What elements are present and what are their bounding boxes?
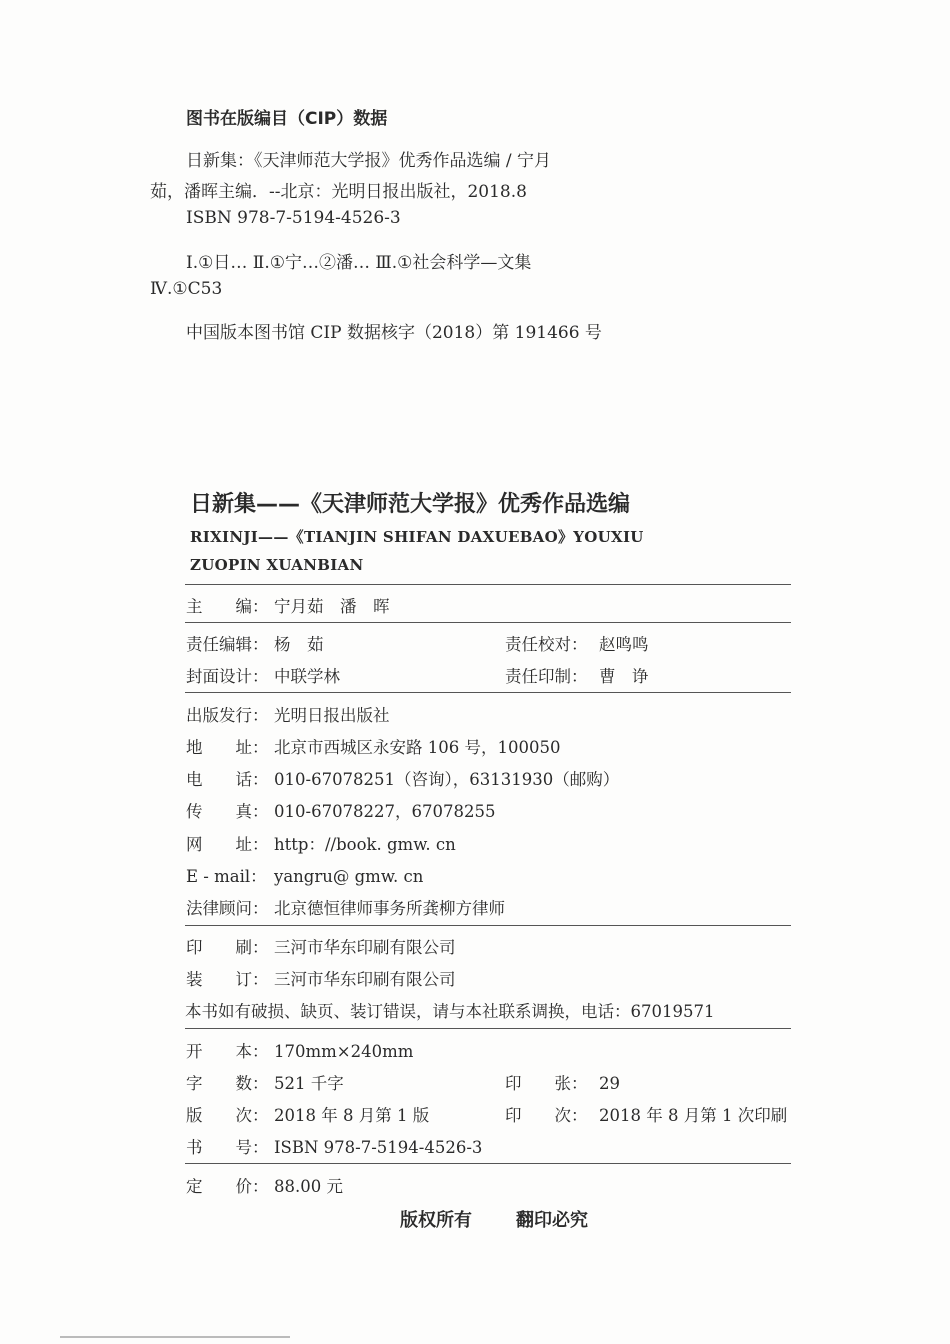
impression-row (505, 1102, 787, 1126)
legal-advisor-value: 北京德恒律师事务所龚柳方律师 (274, 899, 505, 918)
sheets-row (505, 1070, 620, 1094)
divider (185, 1028, 791, 1029)
cip-line-4: Ⅰ.①日… Ⅱ.①宁…②潘… Ⅲ.①社会科学—文集 (186, 253, 532, 273)
printer-row (186, 934, 456, 958)
divider (185, 584, 791, 585)
cip-line-2: 茹，潘晖主编．--北京：光明日报出版社，2018.8 (150, 182, 527, 202)
book-title-zh: 日新集——《天津师范大学报》优秀作品选编 (190, 492, 631, 517)
fax-label: 传 真： (186, 802, 269, 821)
publisher-label: 出版发行： (186, 706, 269, 725)
cip-line-3: ISBN 978-7-5194-4526-3 (186, 208, 401, 228)
print-manager-row (505, 663, 649, 687)
cip-line-1: 日新集：《天津师范大学报》优秀作品选编 / 宁月 (186, 151, 552, 171)
scan-edge (60, 1336, 290, 1338)
words-row (186, 1070, 344, 1094)
website-value: http：//book. gmw. cn (274, 835, 456, 854)
binder-label: 装 订： (186, 970, 269, 989)
sheets-label: 印 张： (505, 1074, 588, 1093)
proofreader-row (505, 631, 649, 655)
editor-value: 宁月茹 潘 晖 (274, 597, 390, 616)
binder-row (186, 966, 456, 990)
email-label: E - mail： (186, 867, 267, 886)
editor-row (186, 593, 390, 617)
fax-value: 010-67078227，67078255 (274, 802, 496, 821)
printer-value: 三河市华东印刷有限公司 (274, 938, 456, 957)
impression-label: 印 次： (505, 1106, 588, 1125)
cip-line-6: 中国版本图书馆 CIP 数据核字（2018）第 191466 号 (186, 323, 602, 343)
website-row (186, 831, 456, 855)
cip-heading: 图书在版编目（CIP）数据 (186, 109, 388, 129)
divider (185, 692, 791, 693)
book-title-en-2: ZUOPIN XUANBIAN (190, 556, 364, 574)
phone-row (186, 766, 619, 790)
legal-advisor-label: 法律顾问： (186, 899, 269, 918)
words-value: 521 千字 (274, 1074, 344, 1093)
phone-label: 电 话： (186, 770, 269, 789)
divider (185, 622, 791, 623)
printer-label: 印 刷： (186, 938, 269, 957)
email-value: yangru@ gmw. cn (274, 867, 424, 886)
isbn-label: 书 号： (186, 1138, 269, 1157)
publisher-value: 光明日报出版社 (274, 706, 390, 725)
phone-value: 010-67078251（咨询），63131930（邮购） (274, 770, 620, 789)
price-value: 88.00 元 (274, 1177, 343, 1196)
price-row (186, 1173, 343, 1197)
format-value: 170mm×240mm (274, 1042, 414, 1061)
fax-row (186, 798, 496, 822)
address-row (186, 734, 560, 758)
cover-design-label: 封面设计： (186, 667, 269, 686)
edition-row (186, 1102, 429, 1126)
print-manager-label: 责任印制： (505, 667, 588, 686)
publisher-row (186, 702, 390, 726)
isbn-value: ISBN 978-7-5194-4526-3 (274, 1138, 483, 1157)
impression-value: 2018 年 8 月第 1 次印刷 (599, 1106, 788, 1125)
proofreader-value: 赵鸣鸣 (599, 635, 649, 654)
email-row (186, 863, 423, 887)
notice: 本书如有破损、缺页、装订错误，请与本社联系调换，电话：67019571 (185, 1002, 715, 1021)
rights-reserved: 版权所有 (400, 1210, 472, 1231)
resp-editor-label: 责任编辑： (186, 635, 269, 654)
cip-line-5: Ⅳ.①C53 (150, 279, 223, 299)
legal-advisor-row (186, 895, 505, 919)
address-value: 北京市西城区永安路 106 号，100050 (274, 738, 561, 757)
cover-design-row (186, 663, 340, 687)
sheets-value: 29 (599, 1074, 620, 1093)
book-title-en-1: RIXINJI——《TIANJIN SHIFAN DAXUEBAO》YOUXIU (190, 528, 644, 546)
resp-editor-row (186, 631, 324, 655)
binder-value: 三河市华东印刷有限公司 (274, 970, 456, 989)
website-label: 网 址： (186, 835, 269, 854)
rights-notice (400, 1206, 588, 1232)
edition-value: 2018 年 8 月第 1 版 (274, 1106, 430, 1125)
divider (185, 1163, 791, 1164)
format-label: 开 本： (186, 1042, 269, 1061)
no-reprint: 翻印必究 (516, 1210, 588, 1231)
edition-label: 版 次： (186, 1106, 269, 1125)
resp-editor-value: 杨 茹 (274, 635, 324, 654)
print-manager-value: 曹 诤 (599, 667, 649, 686)
editor-label: 主 编： (186, 597, 269, 616)
divider (185, 925, 791, 926)
words-label: 字 数： (186, 1074, 269, 1093)
cover-design-value: 中联学林 (274, 667, 340, 686)
format-row (186, 1038, 413, 1062)
price-label: 定 价： (186, 1177, 269, 1196)
proofreader-label: 责任校对： (505, 635, 588, 654)
address-label: 地 址： (186, 738, 269, 757)
isbn-row (186, 1134, 482, 1158)
